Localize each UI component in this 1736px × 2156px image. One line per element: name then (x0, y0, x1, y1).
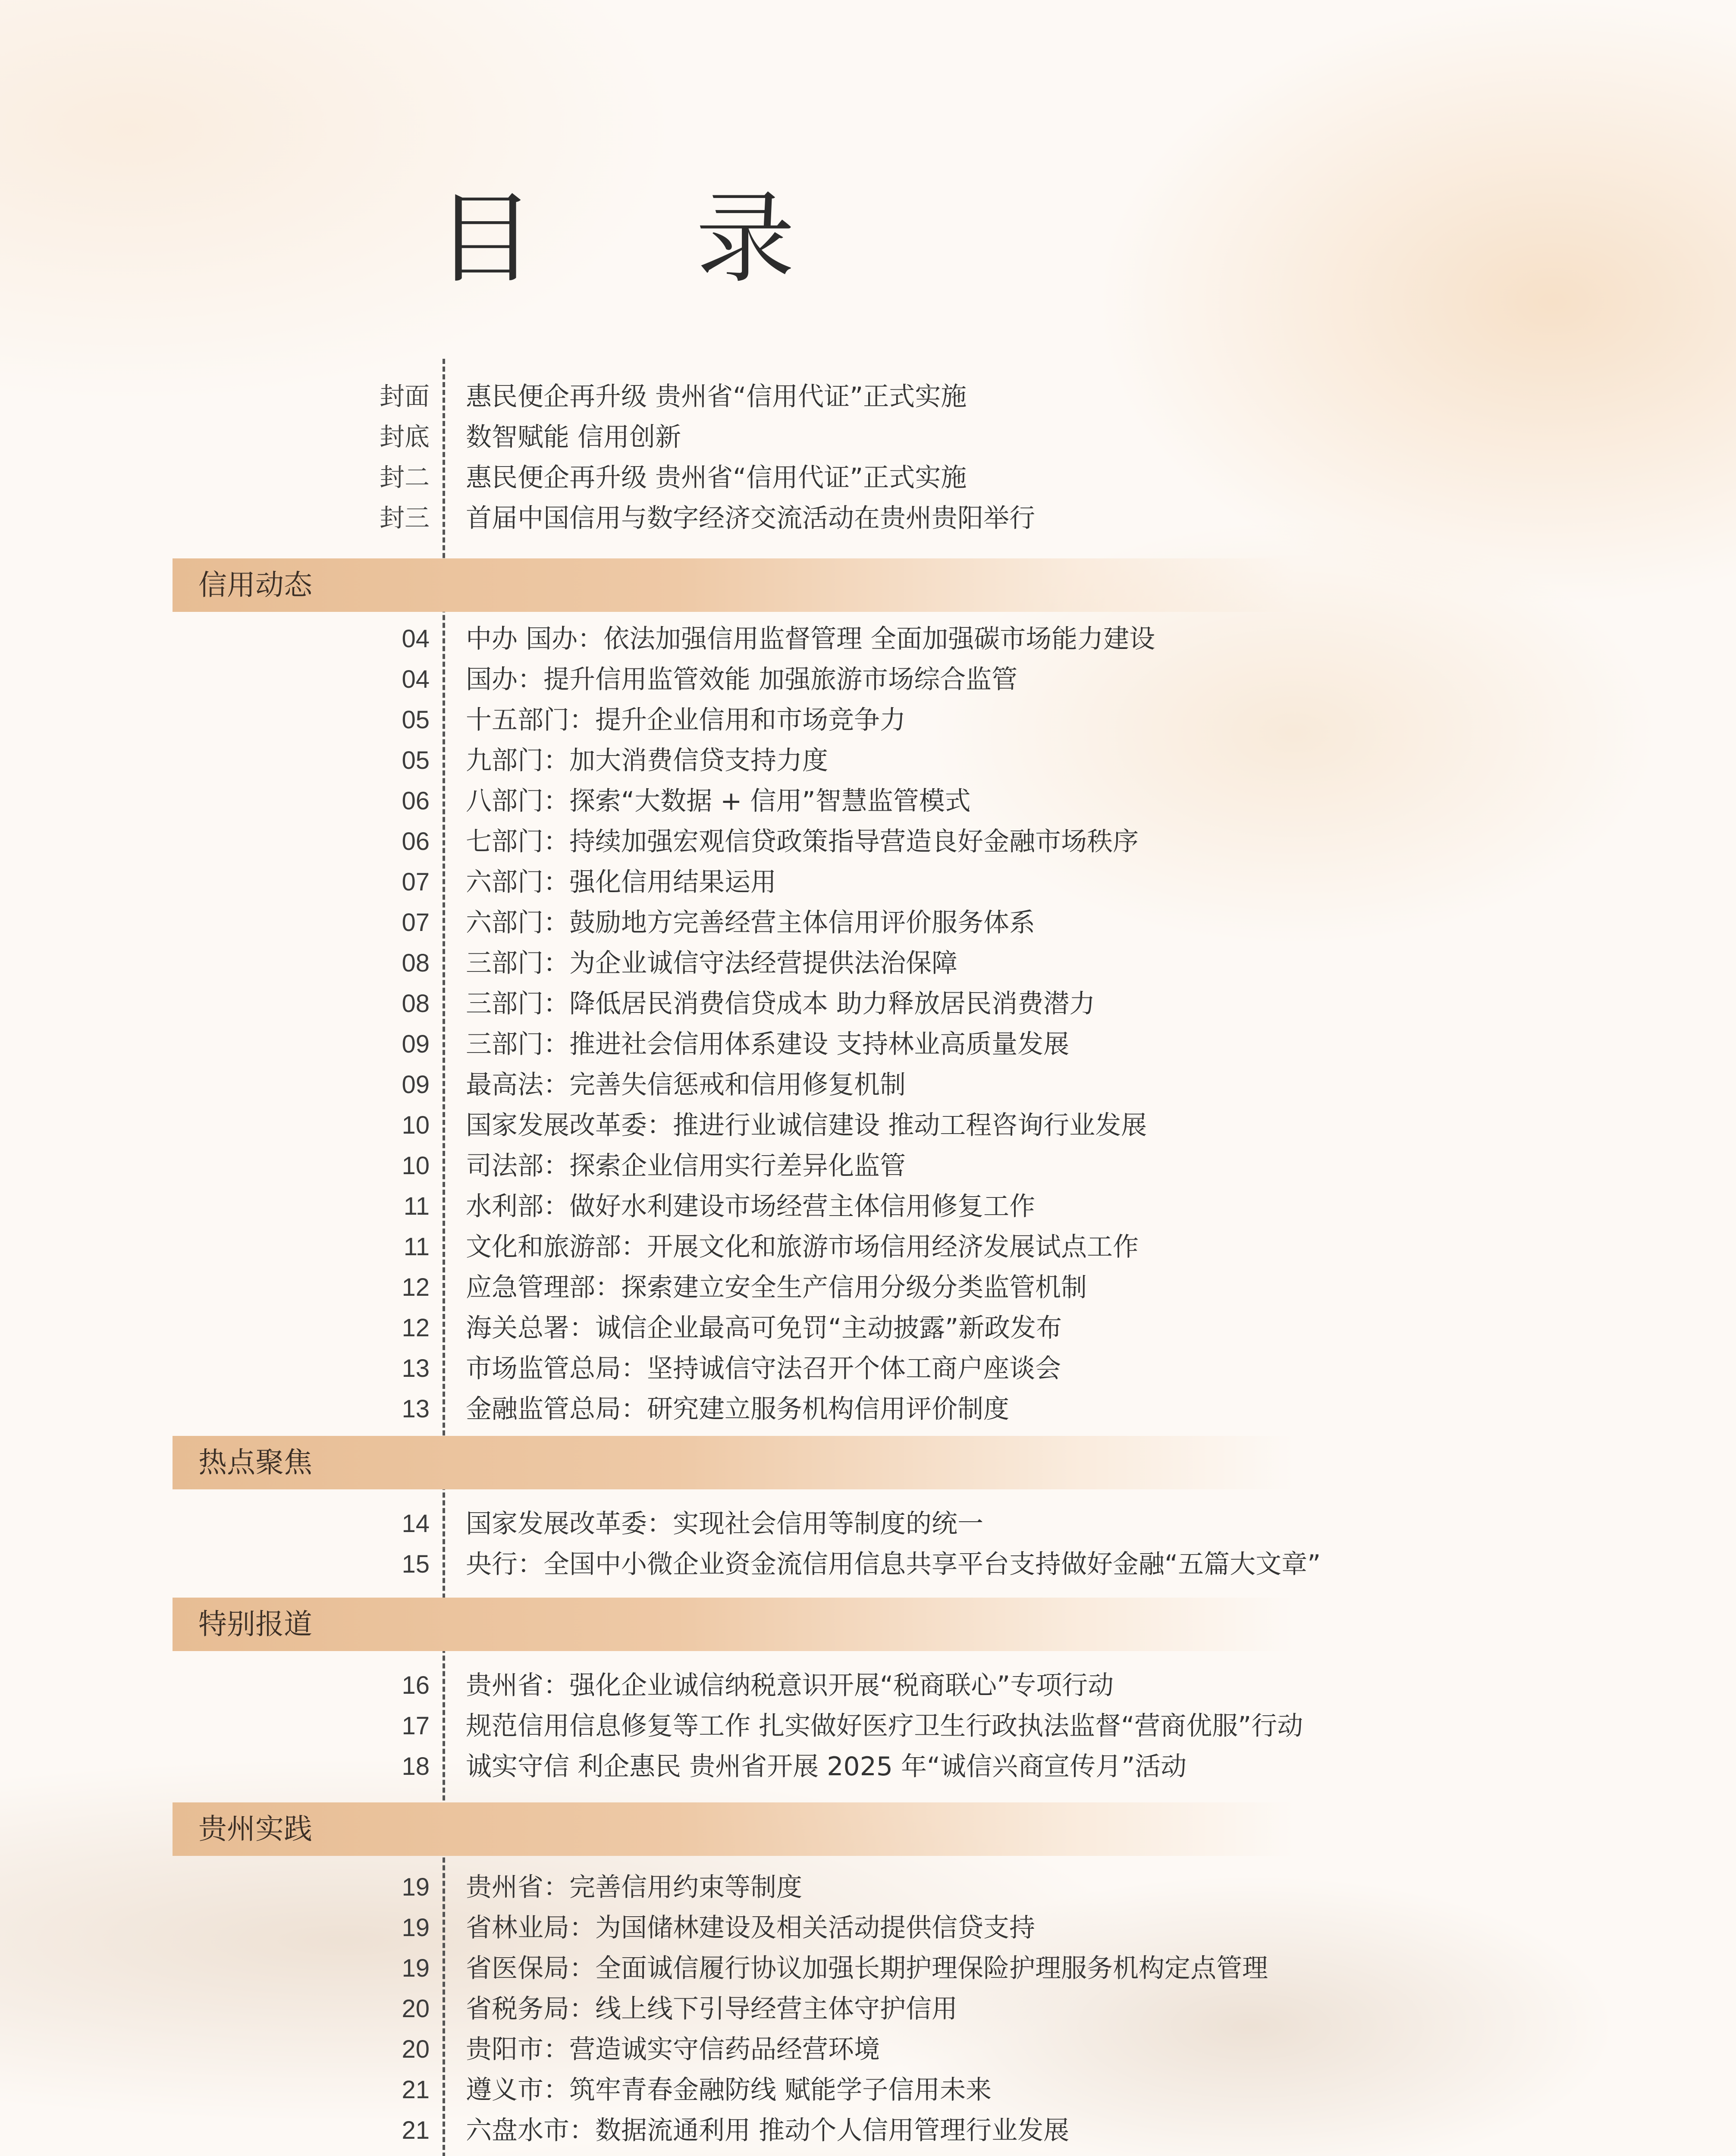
page-number: 19 (402, 1873, 430, 1901)
entry-title: 金融监管总局：研究建立服务机构信用评价制度 (466, 1394, 1009, 1424)
page-number: 05 (402, 746, 430, 774)
page-number: 04 (402, 625, 430, 653)
page-number: 08 (402, 990, 430, 1018)
section-header (173, 558, 1294, 612)
entry-title: 中办 国办：依法加强信用监督管理 全面加强碳市场能力建设 (466, 624, 1155, 654)
page-number: 09 (402, 1030, 430, 1058)
entry-title: 文化和旅游部：开展文化和旅游市场信用经济发展试点工作 (466, 1232, 1139, 1262)
page-number: 17 (402, 1712, 430, 1740)
section-header (173, 1598, 1294, 1651)
page-number: 19 (402, 1914, 430, 1942)
page-number: 12 (402, 1273, 430, 1301)
entry-title: 省税务局：线上线下引导经营主体守护信用 (466, 1994, 957, 2024)
entry-title: 国家发展改革委：推进行业诚信建设 推动工程咨询行业发展 (466, 1110, 1147, 1141)
entry-title: 惠民便企再升级 贵州省“信用代证”正式实施 (466, 382, 967, 412)
entry-title: 九部门：加大消费信贷支持力度 (466, 746, 828, 776)
section-title: 热点聚焦 (198, 1446, 312, 1479)
page-number: 15 (402, 1550, 430, 1578)
entry-title: 六盘水市：数据流通利用 推动个人信用管理行业发展 (466, 2115, 1070, 2146)
page-number: 21 (402, 2116, 430, 2144)
entry-title: 央行：全国中小微企业资金流信用信息共享平台支持做好金融“五篇大文章” (466, 1549, 1321, 1579)
page-number: 07 (402, 909, 430, 937)
page-number: 09 (402, 1071, 430, 1099)
entry-title: 最高法：完善失信惩戒和信用修复机制 (466, 1070, 906, 1100)
page-number: 04 (402, 665, 430, 693)
entry-title: 贵州省：完善信用约束等制度 (466, 1872, 802, 1902)
page-number: 10 (402, 1152, 430, 1180)
entry-title: 水利部：做好水利建设市场经营主体信用修复工作 (466, 1191, 1035, 1222)
entry-title: 国办：提升信用监管效能 加强旅游市场综合监管 (466, 664, 1018, 695)
page-number: 20 (402, 2035, 430, 2063)
page-number: 07 (402, 868, 430, 896)
entry-title: 三部门：为企业诚信守法经营提供法治保障 (466, 948, 957, 978)
entry-title: 六部门：强化信用结果运用 (466, 867, 776, 897)
page-number: 14 (402, 1510, 430, 1538)
entry-title: 三部门：推进社会信用体系建设 支持林业高质量发展 (466, 1029, 1070, 1059)
page-number: 11 (403, 1192, 430, 1220)
section-title: 贵州实践 (198, 1812, 312, 1846)
entry-title: 贵阳市：营造诚实守信药品经营环境 (466, 2034, 880, 2065)
entry-title: 八部门：探索“大数据 + 信用”智慧监管模式 (466, 786, 971, 816)
page-number: 19 (402, 1954, 430, 1982)
page-title: 目 录 (436, 182, 860, 297)
page-number: 16 (402, 1671, 430, 1699)
entry-title: 市场监管总局：坚持诚信守法召开个体工商户座谈会 (466, 1354, 1061, 1384)
entry-title: 贵州省：强化企业诚信纳税意识开展“税商联心”专项行动 (466, 1670, 1114, 1701)
page-number: 10 (402, 1111, 430, 1139)
page-number: 05 (402, 706, 430, 734)
entry-title: 遵义市：筑牢青春金融防线 赋能学子信用未来 (466, 2075, 992, 2105)
page-number: 13 (402, 1354, 430, 1382)
entry-title: 国家发展改革委：实现社会信用等制度的统一 (466, 1509, 983, 1539)
page-number: 21 (402, 2076, 430, 2104)
entry-title: 惠民便企再升级 贵州省“信用代证”正式实施 (466, 463, 967, 493)
page-number: 08 (402, 949, 430, 977)
section-header (173, 1802, 1294, 1856)
cover-label: 封二 (379, 464, 430, 492)
entry-title: 六部门：鼓励地方完善经营主体信用评价服务体系 (466, 908, 1035, 938)
entry-title: 数智赋能 信用创新 (466, 422, 681, 452)
cover-label: 封面 (379, 382, 430, 411)
cover-label: 封底 (379, 423, 430, 451)
entry-title: 省林业局：为国储林建设及相关活动提供信贷支持 (466, 1913, 1035, 1943)
page-number: 20 (402, 1995, 430, 2023)
entry-title: 海关总署：诚信企业最高可免罚“主动披露”新政发布 (466, 1313, 1062, 1343)
section-title: 特别报道 (198, 1608, 312, 1641)
entry-title: 十五部门：提升企业信用和市场竞争力 (466, 705, 906, 735)
entry-title (466, 2151, 932, 2156)
cover-label: 封三 (379, 504, 430, 532)
page-number: 06 (402, 787, 430, 815)
entry-title: 司法部：探索企业信用实行差异化监管 (466, 1151, 906, 1181)
page-number: 18 (402, 1752, 430, 1780)
section-header (173, 1436, 1294, 1489)
entry-title: 首届中国信用与数字经济交流活动在贵州贵阳举行 (466, 503, 1035, 533)
page-number: 11 (403, 1233, 430, 1261)
page-number: 13 (402, 1395, 430, 1423)
entry-title: 诚实守信 利企惠民 贵州省开展 2025 年“诚信兴商宣传月”活动 (466, 1752, 1187, 1782)
entry-title: 应急管理部：探索建立安全生产信用分级分类监管机制 (466, 1272, 1087, 1303)
page-number (319, 2151, 430, 2156)
dashed-guide-line (443, 359, 445, 2156)
entry-title: 七部门：持续加强宏观信贷政策指导营造良好金融市场秩序 (466, 827, 1139, 857)
page-number: 06 (402, 827, 430, 856)
section-title: 信用动态 (198, 568, 312, 602)
entry-title: 三部门：降低居民消费信贷成本 助力释放居民消费潜力 (466, 989, 1096, 1019)
entry-title: 省医保局：全面诚信履行协议加强长期护理保险护理服务机构定点管理 (466, 1953, 1268, 1984)
page-number: 12 (402, 1314, 430, 1342)
entry-title: 规范信用信息修复等工作 扎实做好医疗卫生行政执法监督“营商优服”行动 (466, 1711, 1303, 1741)
